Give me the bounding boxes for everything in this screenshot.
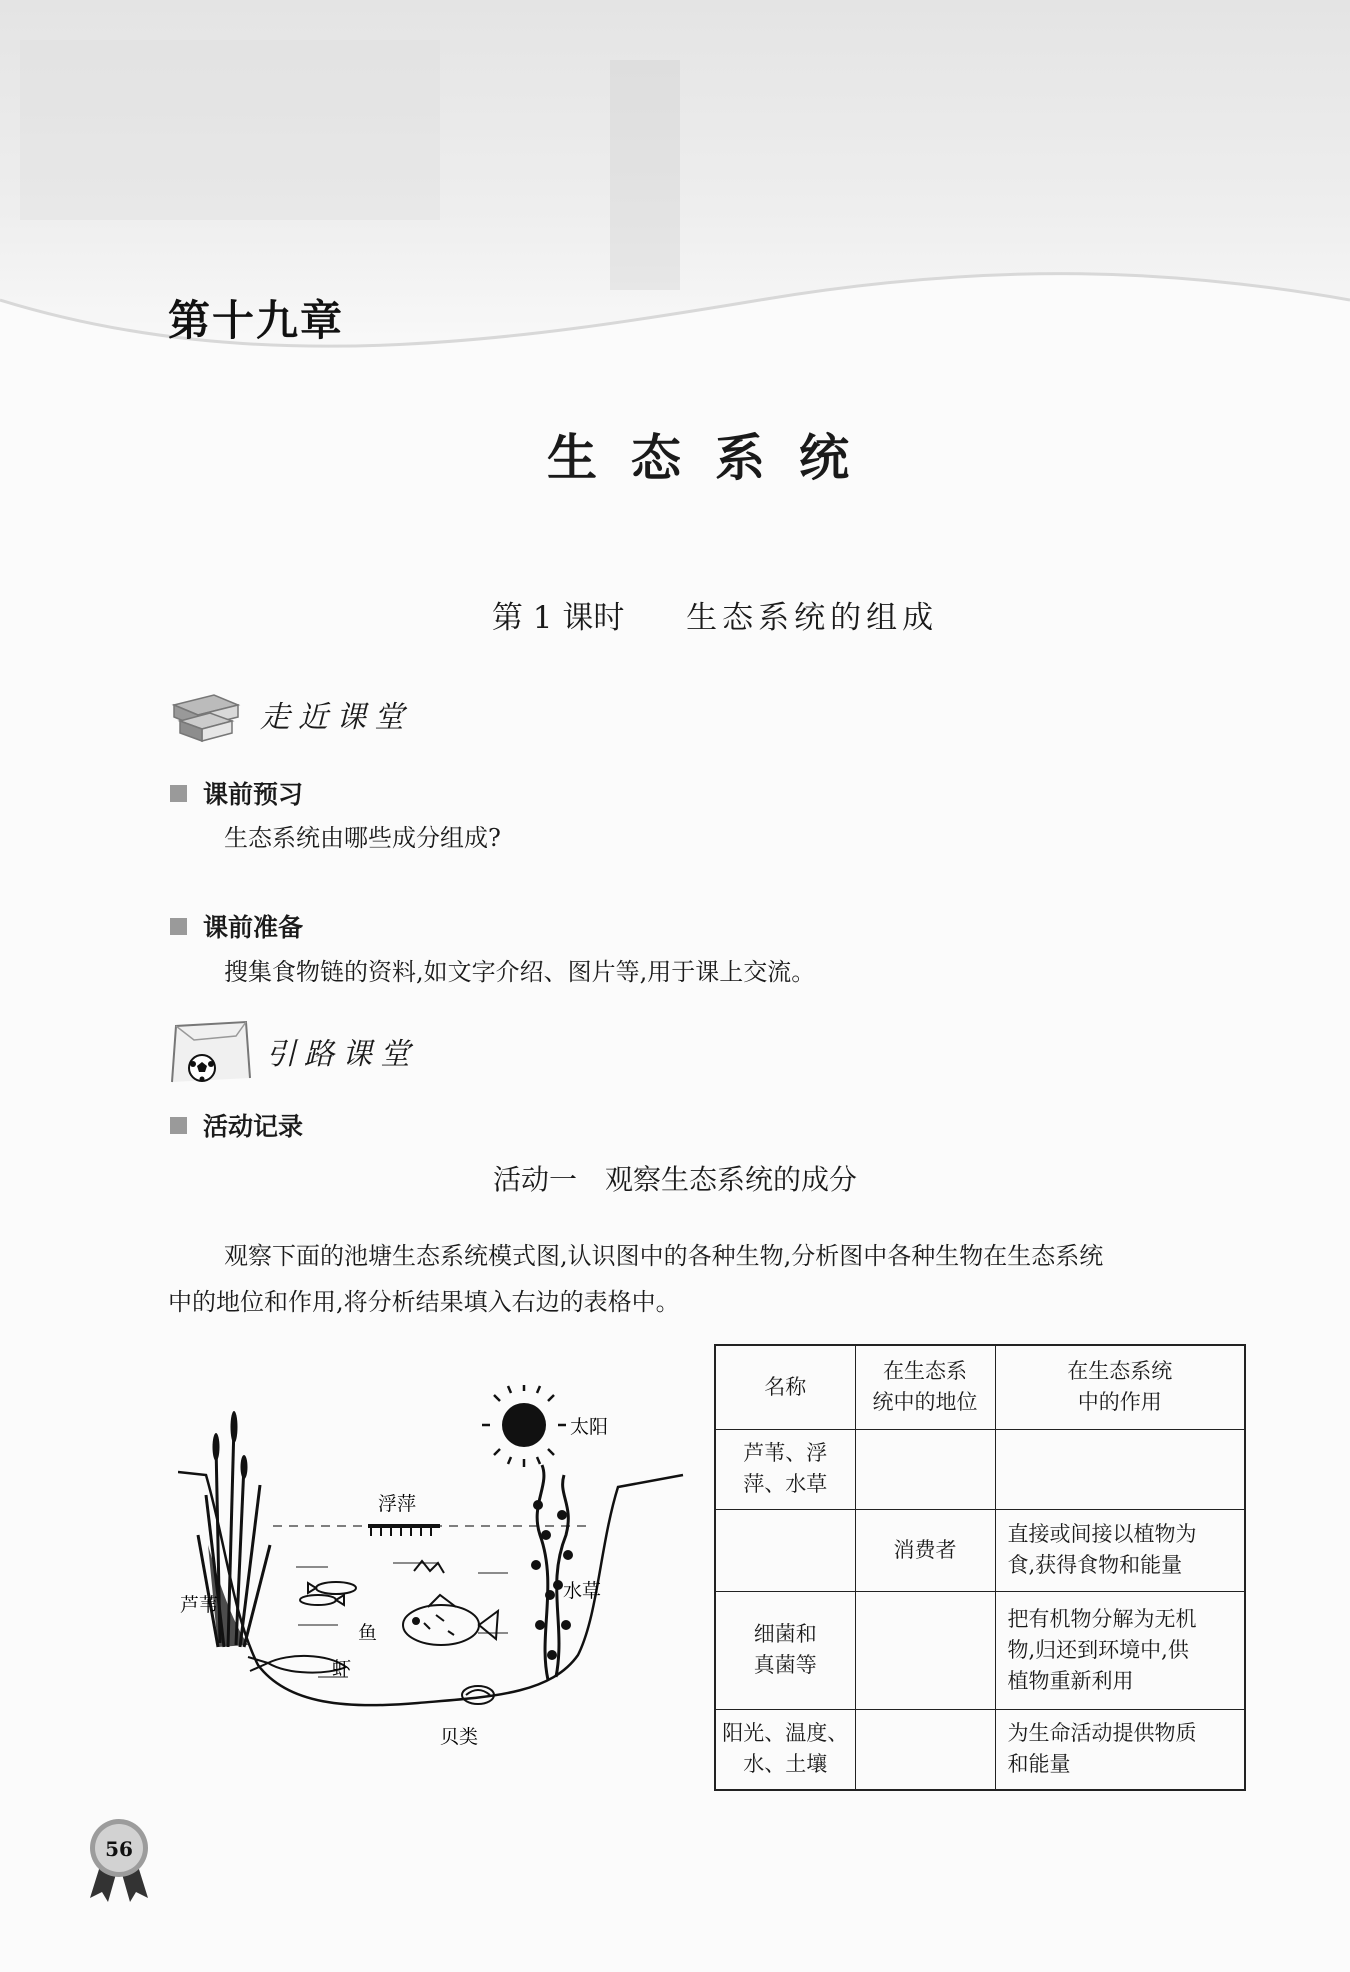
pond-ecosystem-diagram bbox=[178, 1385, 698, 1745]
unit-title: 生态系统 bbox=[547, 428, 883, 487]
section-label: 引路课堂 bbox=[266, 1037, 418, 1072]
fish-icon bbox=[300, 1582, 498, 1645]
table-row bbox=[715, 1429, 1245, 1509]
cell-role: 把有机物分解为无机 物,归还到环境中,供 植物重新利用 bbox=[995, 1591, 1245, 1709]
preview-heading bbox=[170, 775, 303, 811]
lesson-number: 第 1 课时 bbox=[491, 600, 625, 636]
header-role: 在生态系统 中的作用 bbox=[995, 1345, 1245, 1429]
cell-name: 阳光、温度、 水、土壤 bbox=[715, 1709, 855, 1790]
label-reed: 芦苇 bbox=[180, 1594, 219, 1616]
prepare-heading-text: 课前准备 bbox=[203, 913, 304, 942]
cell-name-blank[interactable] bbox=[715, 1509, 855, 1591]
waterweed-icon bbox=[537, 1465, 568, 1680]
label-shellfish: 贝类 bbox=[440, 1726, 479, 1745]
ecosystem-components-table bbox=[714, 1344, 1246, 1791]
prepare-heading bbox=[170, 908, 303, 944]
lesson-title bbox=[0, 592, 1350, 637]
label-shrimp: 虾 bbox=[332, 1658, 352, 1680]
header-name: 名称 bbox=[715, 1345, 855, 1429]
activity-record-heading-text: 活动记录 bbox=[203, 1112, 304, 1141]
cell-name: 芦苇、浮 萍、水草 bbox=[715, 1429, 855, 1509]
chapter-heading: 第十九章 bbox=[168, 296, 345, 345]
prepare-text: 搜集食物链的资料,如文字介绍、图片等,用于课上交流。 bbox=[224, 958, 816, 986]
cell-position-blank[interactable] bbox=[855, 1709, 995, 1790]
page-number: 56 bbox=[105, 1837, 133, 1861]
header-position: 在生态系 统中的地位 bbox=[855, 1345, 995, 1429]
cell-position-blank[interactable] bbox=[855, 1591, 995, 1709]
table-row bbox=[715, 1591, 1245, 1709]
preview-question: 生态系统由哪些成分组成? bbox=[224, 824, 501, 852]
books-icon bbox=[166, 683, 246, 745]
square-bullet-icon bbox=[170, 918, 187, 935]
cell-name: 细菌和 真菌等 bbox=[715, 1591, 855, 1709]
label-duckweed: 浮萍 bbox=[378, 1493, 417, 1515]
cell-position: 消费者 bbox=[855, 1509, 995, 1591]
instruction-line-1: 观察下面的池塘生态系统模式图,认识图中的各种生物,分析图中各种生物在生态系统 bbox=[224, 1242, 1104, 1270]
activity-record-heading bbox=[170, 1107, 303, 1143]
label-waterweed: 水草 bbox=[563, 1580, 602, 1602]
duckweed-icon bbox=[368, 1524, 440, 1536]
square-bullet-icon bbox=[170, 785, 187, 802]
square-bullet-icon bbox=[170, 1117, 187, 1134]
cell-role: 为生命活动提供物质 和能量 bbox=[995, 1709, 1245, 1790]
cell-role: 直接或间接以植物为 食,获得食物和能量 bbox=[995, 1509, 1245, 1591]
section-heading-approach-class bbox=[166, 683, 412, 745]
table-row bbox=[715, 1509, 1245, 1591]
table-row bbox=[715, 1709, 1245, 1790]
preview-heading-text: 课前预习 bbox=[203, 780, 304, 809]
lesson-name: 生态系统的组成 bbox=[686, 600, 939, 636]
soccer-goal-icon bbox=[166, 1018, 252, 1084]
table-header-row bbox=[715, 1345, 1245, 1429]
shellfish-icon bbox=[462, 1686, 494, 1704]
page-number-medal bbox=[86, 1818, 152, 1902]
section-heading-guided-class bbox=[166, 1018, 418, 1084]
label-sun: 太阳 bbox=[570, 1416, 609, 1438]
cell-position-blank[interactable] bbox=[855, 1429, 995, 1509]
cell-role-blank[interactable] bbox=[995, 1429, 1245, 1509]
label-fish: 鱼 bbox=[358, 1622, 378, 1644]
sun-icon bbox=[482, 1385, 566, 1467]
instruction-line-2: 中的地位和作用,将分析结果填入右边的表格中。 bbox=[168, 1288, 680, 1316]
shrimp-icon bbox=[248, 1561, 444, 1673]
activity-title: 活动一 观察生态系统的成分 bbox=[492, 1163, 857, 1196]
section-label: 走近课堂 bbox=[260, 700, 412, 735]
